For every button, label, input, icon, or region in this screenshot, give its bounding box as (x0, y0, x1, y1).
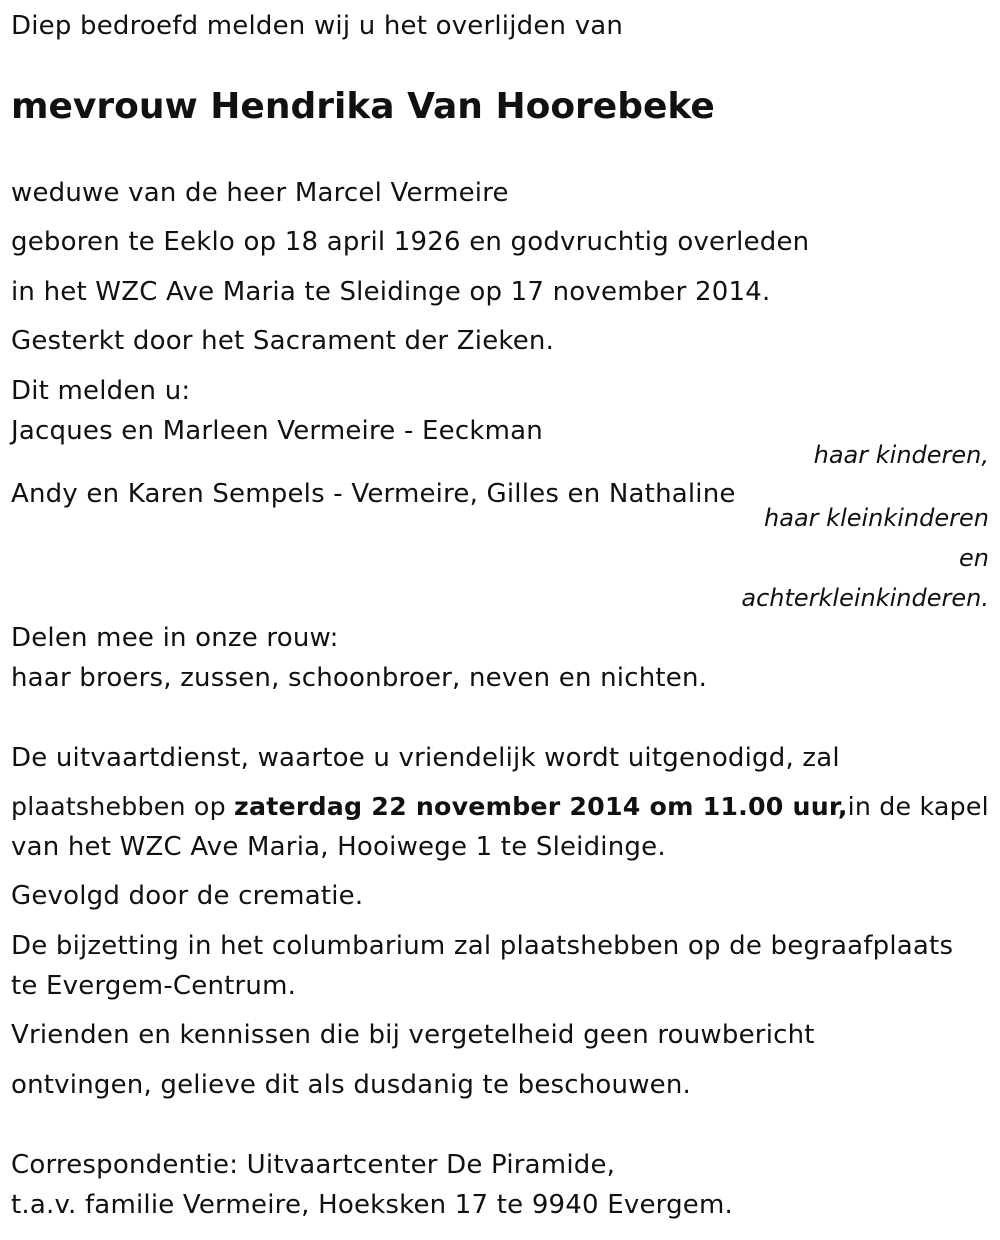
service-date-time: zaterdag 22 november 2014 om 11.00 uur, (234, 792, 848, 821)
friends-line-1: Vrienden en kennissen die bij vergetelheid geen rouwbericht (11, 1020, 815, 1050)
service-line-1: De uitvaartdienst, waartoe u vriendelijk wordt uitgenodigd, zal (11, 743, 840, 773)
friends-line-2: ontvingen, gelieve dit als dusdanig te beschouwen. (11, 1070, 692, 1100)
mourning-list: haar broers, zussen, schoonbroer, neven en nichten. (11, 663, 708, 693)
intro-text: Diep bedroefd melden wij u het overlijden van (11, 11, 624, 41)
grandchildren-names: Andy en Karen Sempels - Vermeire, Gilles en Nathaline (11, 479, 736, 509)
great-grandchildren-relation: achterkleinkinderen. (741, 584, 989, 612)
cremation-line: Gevolgd door de crematie. (11, 881, 364, 911)
service-line-3: van het WZC Ave Maria, Hooiwege 1 te Sleidinge. (11, 832, 666, 862)
columbarium-line-1: De bijzetting in het columbarium zal plaatshebben op de begraafplaats (11, 931, 954, 961)
children-relation: haar kinderen, (813, 441, 989, 469)
sacrament-line: Gesterkt door het Sacrament der Zieken. (11, 326, 555, 356)
relation-conjunction: en (959, 544, 989, 572)
mourning-heading: Delen mee in onze rouw: (11, 623, 339, 653)
service-line-2-post: in de kapel (847, 792, 989, 821)
birth-line: geboren te Eeklo op 18 april 1926 en godvruchtig overleden (11, 227, 810, 257)
columbarium-line-2: te Evergem-Centrum. (11, 971, 297, 1001)
service-line-2-pre: plaatshebben op (11, 792, 235, 821)
children-names: Jacques en Marleen Vermeire - Eeckman (11, 416, 543, 446)
family-heading: Dit melden u: (11, 376, 191, 406)
correspondence-line-2: t.a.v. familie Vermeire, Hoeksken 17 te 9940 Evergem. (11, 1190, 733, 1220)
grandchildren-relation: haar kleinkinderen (764, 504, 989, 532)
death-line: in het WZC Ave Maria te Sleidinge op 17 november 2014. (11, 277, 771, 307)
deceased-name: mevrouw Hendrika Van Hoorebeke (11, 86, 715, 127)
widow-line: weduwe van de heer Marcel Vermeire (11, 178, 509, 208)
service-line-2 (11, 791, 989, 823)
correspondence-line-1: Correspondentie: Uitvaartcenter De Piramide, (11, 1150, 616, 1180)
